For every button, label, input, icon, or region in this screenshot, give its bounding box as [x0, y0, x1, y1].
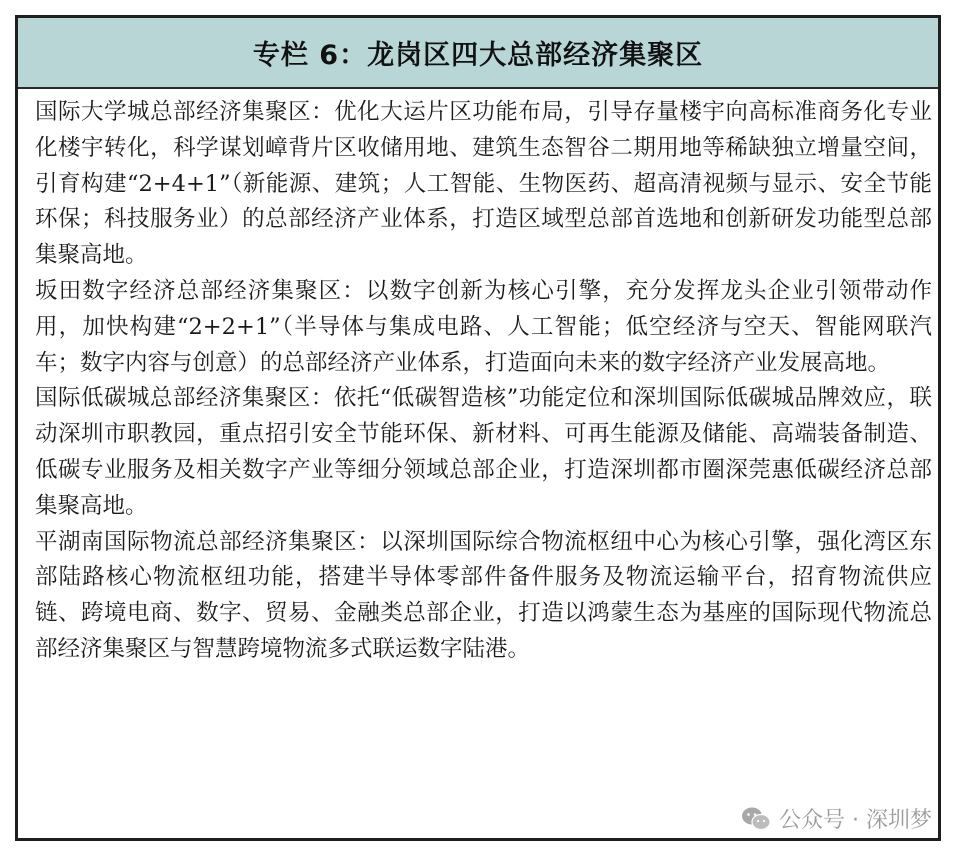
feature-box-title: 专栏 6：龙岗区四大总部经济集聚区 — [252, 40, 704, 71]
wechat-icon — [741, 806, 771, 832]
feature-box-content — [18, 89, 938, 668]
feature-box — [15, 15, 941, 841]
watermark-text: 公众号 · 深圳梦 — [779, 808, 932, 833]
watermark — [741, 803, 932, 834]
paragraph-bantian: 坂田数字经济总部经济集聚区：以数字创新为核心引擎，充分发挥龙头企业引领带动作用，加快构建“2+2+1”（半导体与集成电路、人工智能；低空经济与空天、智能网联汽车；数字内容与创意）的总部经济产业体系，打造面向未来的数字经济产业发展高地。 — [35, 277, 932, 376]
feature-box-header — [18, 18, 938, 89]
paragraph-pinghu-south: 平湖南国际物流总部经济集聚区：以深圳国际综合物流枢纽中心为核心引擎，强化湾区东部陆路核心物流枢纽功能，搭建半导体零部件备件服务及物流运输平台，招育物流供应链、跨境电商、数字、贸易、金融类总部企业，打造以鸿蒙生态为基座的国际现代物流总部经济集聚区与智慧跨境物流多式联运数字陆港。 — [35, 528, 932, 662]
paragraph-low-carbon-city: 国际低碳城总部经济集聚区：依托“低碳智造核”功能定位和深圳国际低碳城品牌效应，联动深圳市职教园，重点招引安全节能环保、新材料、可再生能源及储能、高端装备制造、低碳专业服务及相关数字产业等细分领域总部企业，打造深圳都市圈深莞惠低碳经济总部集聚高地。 — [35, 385, 932, 519]
paragraph-university-city: 国际大学城总部经济集聚区：优化大运片区功能布局，引导存量楼宇向高标准商务化专业化楼宇转化，科学谋划嶂背片区收储用地、建筑生态智谷二期用地等稀缺独立增量空间，引育构建“2+4+1”（新能源、建筑；人工智能、生物医药、超高清视频与显示、安全节能环保；科技服务业）的总部经济产业体系，打造区域型总部首选地和创新研发功能型总部集聚高地。 — [35, 99, 932, 269]
